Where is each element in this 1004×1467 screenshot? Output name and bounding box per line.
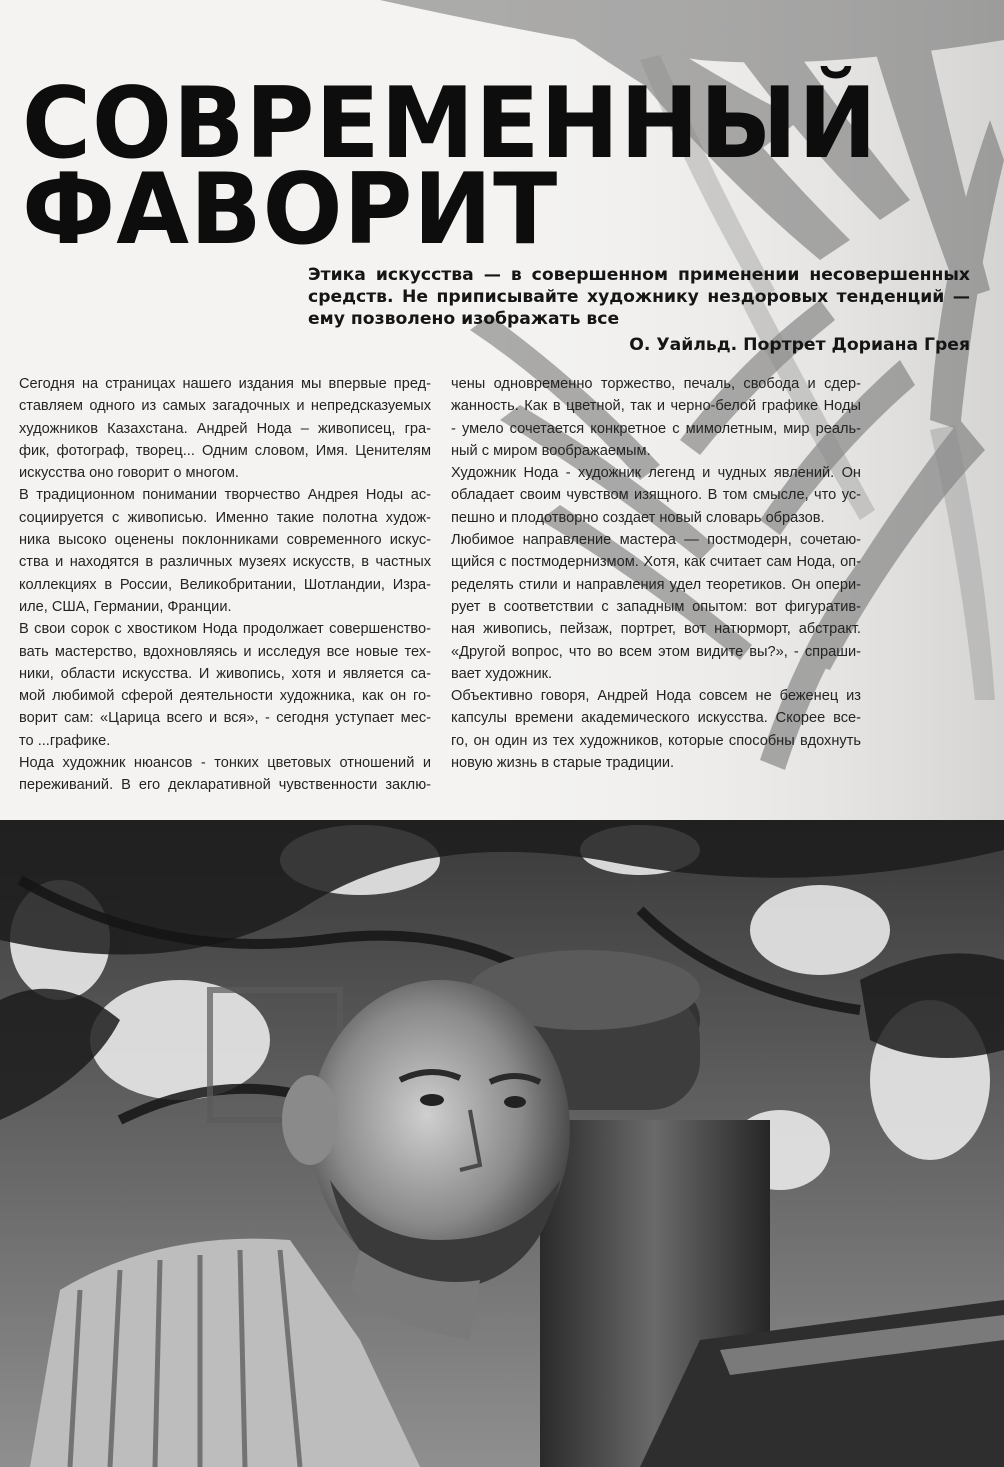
epigraph-source: О. Уайльд. Портрет Дориана Грея (629, 335, 970, 355)
headline-line-2: ФАВОРИТ (22, 153, 559, 267)
article-headline (22, 67, 982, 267)
portrait-image (0, 820, 1004, 1467)
epigraph (308, 264, 970, 356)
artist-portrait-photo (0, 820, 1004, 1467)
article-text-line: вать мастерство, вдохновляясь и исследуя все новые тех- (19, 643, 431, 660)
article-text-line: чены одновременно торжество, печаль, свобода и сдер- (451, 376, 861, 392)
article-text-line: ники, области искусства. И живопись, хотя и является са- (19, 665, 431, 682)
article-text-line: ника высоко оценены поклонниками современного искус- (19, 532, 431, 549)
article-text-line: искусства оно говорит о многом. (19, 465, 239, 482)
article-text-line: ставляем одного из самых загадочных и непредсказуемых (19, 398, 431, 415)
article-text-line: «Другой вопрос, что во всем этом видите вы?», - спраши- (451, 643, 861, 660)
article-text-line: ства и находятся в различных музеях искусств, в частных (19, 554, 431, 571)
article-text-line: В традиционном понимании творчество Андрея Ноды ас- (19, 487, 431, 504)
epigraph-quote: Этика искусства — в совершенном применении несовершенных средств. Не приписывайте художнику нездоровых тенденций — ему позволено изображать все (308, 265, 970, 329)
headline-line-1: СОВРЕМЕННЫЙ (22, 67, 878, 181)
article-text-line: жанность. Как в цветной, так и черно-белой графике Ноды (451, 398, 861, 415)
article-text-line: Сегодня на страницах нашего издания мы впервые пред- (19, 376, 431, 392)
article-text-line: иле, США, Германии, Франции. (19, 598, 232, 615)
article-text-line: Любимое направление мастера — постмодерн, сочетаю- (451, 532, 861, 549)
article-text-line: В свои сорок с хвостиком Нода продолжает совершенство- (19, 621, 431, 638)
article-text-line: капсулы времени академического искусства. Скорее все- (451, 710, 861, 727)
article-column-left (19, 373, 431, 797)
article-text-line: Объективно говоря, Андрей Нода совсем не беженец из (451, 688, 861, 705)
article-text-line: художников Казахстана. Андрей Нода – живописец, гра- (19, 420, 431, 437)
article-text-line: обладает своим чувством изящного. В том смысле, что ус- (451, 487, 861, 504)
article-text-line: щийся с постмодернизмом. Хотя, как считает сам Нода, оп- (451, 554, 861, 571)
article-text-line: социируется с живописью. Именно такие полотна худож- (19, 509, 431, 526)
article-text-line: то ...графике. (19, 732, 111, 749)
article-text-line: - умело сочетается конкретное с мимолетным, мир реаль- (451, 420, 861, 437)
article-text-line: переживаний. В его декларативной чувственности заклю- (19, 777, 431, 794)
article-text-line: ворит сам: «Царица всего и вся», - сегодня уступает мес- (19, 710, 431, 727)
article-text-line: рует в соответствии с западным опытом: вот фигуратив- (451, 598, 861, 615)
article-text-line: коллекциях в России, Великобритании, Шотландии, Изра- (19, 576, 431, 593)
article-text-line: ределять стили и направления удел теоретиков. Он опери- (451, 576, 861, 593)
article-text-line: Художник Нода - художник легенд и чудных явлений. Он (451, 465, 861, 482)
article-text-line: ный с миром воображаемым. (451, 442, 651, 459)
article-column-right (451, 373, 861, 774)
article-text-line: вает художник. (451, 665, 553, 682)
article-text-line: Нода художник нюансов - тонких цветовых отношений и (19, 755, 431, 772)
article-text-line: мой любимой сферой деятельности художника, как он го- (19, 688, 431, 705)
article-text-line: ная живопись, пейзаж, портрет, вот натюрморт, абстракт. (451, 621, 861, 638)
article-text-line: фик, фотограф, творец... Одним словом, Имя. Ценителям (19, 442, 431, 459)
article-text-line: новую жизнь в старые традиции. (451, 755, 675, 772)
article-text-line: го, он один из тех художников, которые способны вдохнуть (451, 732, 861, 749)
article-text-line: пешно и плодотворно создает новый словарь образов. (451, 509, 825, 526)
